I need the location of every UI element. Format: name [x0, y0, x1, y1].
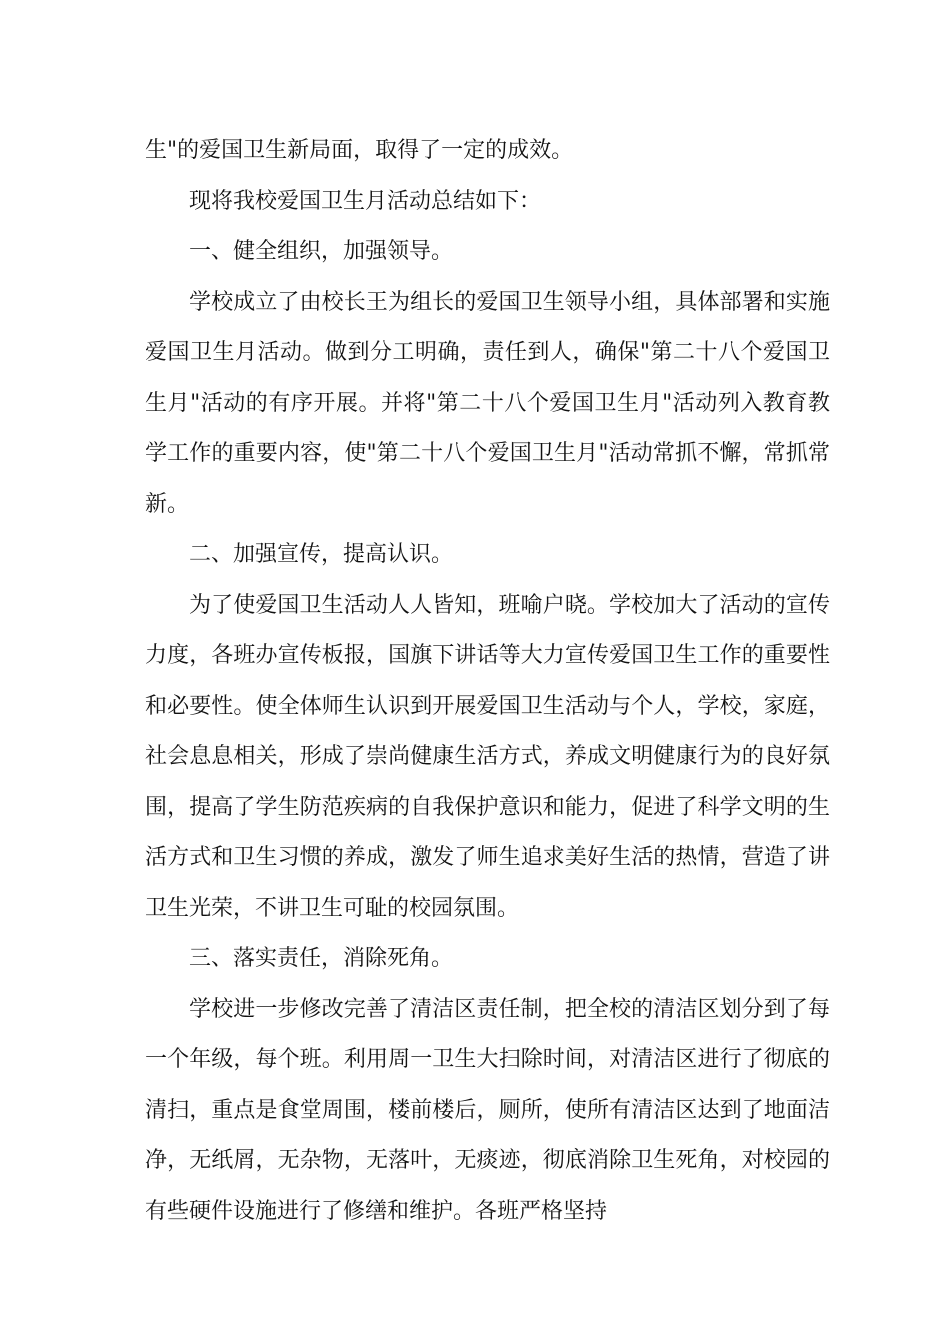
document-body [145, 126, 830, 1237]
paragraph-publicity: 为了使爱国卫生活动人人皆知，班喻户晓。学校加大了活动的宣传力度，各班办宣传板报，国旗下讲话等大力宣传爱国卫生工作的重要性和必要性。使全体师生认识到开展爱国卫生活动与个人，学校，家庭，社会息息相关，形成了崇尚健康生活方式，养成文明健康行为的良好氛围，提高了学生防范疾病的自我保护意识和能力，促进了科学文明的生活方式和卫生习惯的养成，激发了师生追求美好生活的热情，营造了讲卫生光荣，不讲卫生可耻的校园氛围。 [145, 592, 830, 921]
paragraph-intro: 现将我校爱国卫生月活动总结如下： [189, 188, 542, 214]
section-heading-2: 二、加强宣传，提高认识。 [189, 542, 454, 567]
section-heading-3: 三、落实责任，消除死角。 [189, 946, 454, 971]
paragraph-organization: 学校成立了由校长王为组长的爱国卫生领导小组，具体部署和实施爱国卫生月活动。做到分工明确，责任到人，确保"第二十八个爱国卫生月"活动的有序开展。并将"第二十八个爱国卫生月"活动列入教育教学工作的重要内容，使"第二十八个爱国卫生月"活动常抓不懈，常抓常新。 [145, 289, 830, 517]
paragraph-responsibility: 学校进一步修改完善了清洁区责任制，把全校的清洁区划分到了每一个年级，每个班。利用周一卫生大扫除时间，对清洁区进行了彻底的清扫，重点是食堂周围，楼前楼后，厕所，使所有清洁区达到了地面洁净，无纸屑，无杂物，无落叶，无痰迹，彻底消除卫生死角，对校园的有些硬件设施进行了修缮和维护。各班严格坚持 [145, 996, 830, 1224]
section-heading-1: 一、健全组织，加强领导。 [189, 239, 454, 264]
paragraph-continuation: 生"的爱国卫生新局面，取得了一定的成效。 [145, 138, 574, 163]
